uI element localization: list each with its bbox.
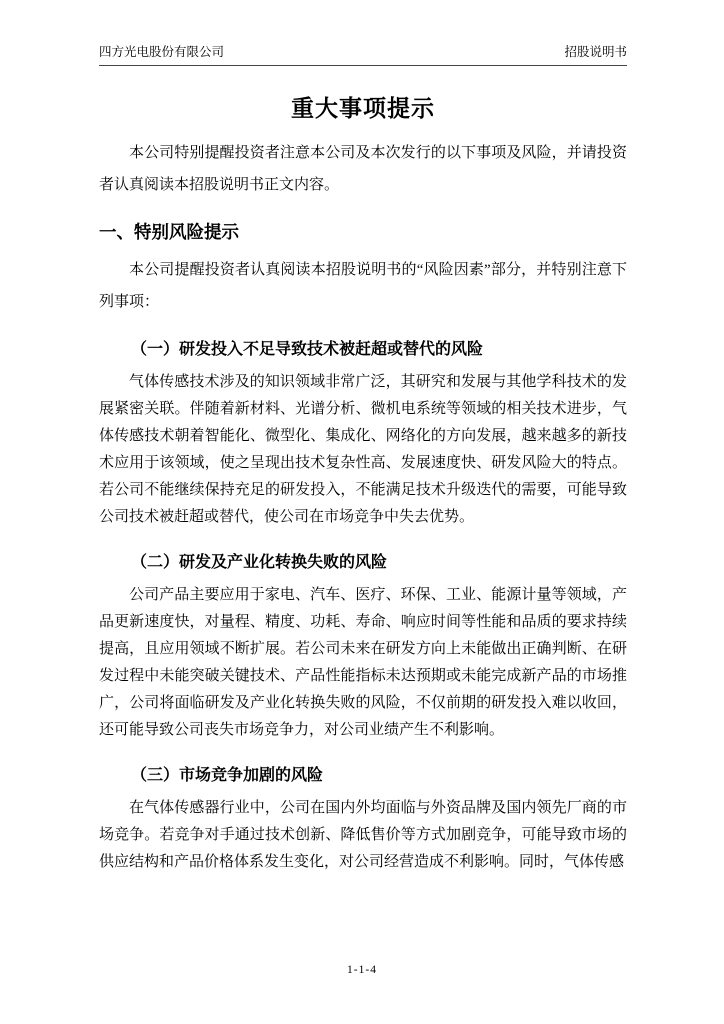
subsection-3-heading: （三）市场竞争加剧的风险 bbox=[131, 767, 324, 784]
subsection-1-body: 气体传感技术涉及的知识领域非常广泛，其研究和发展与其他学科技术的发展紧密关联。伴随着新材料、光谱分析、微机电系统等领域的相关技术进步，气体传感技术朝着智能化、微型化、集成化、网络化的方向发展，越来越多的新技术应用于该领域，使之呈现出技术复杂性高、发展速度快、研发风险大的特点。若公司不能继续保持充足的研发投入，不能满足技术升级迭代的需要，可能导致公司技术被赶超或替代，使公司在市场竞争中失去优势。 bbox=[99, 374, 627, 525]
page-number: 1-1-4 bbox=[347, 964, 377, 976]
section-lead-paragraph: 本公司提醒投资者认真阅读本招股说明书的“风险因素”部分，并特别注意下列事项： bbox=[99, 262, 627, 310]
subsection-1-heading: （一）研发投入不足导致技术被赶超或替代的风险 bbox=[131, 341, 484, 358]
subsection-2-body: 公司产品主要应用于家电、汽车、医疗、环保、工业、能源计量等领域，产品更新速度快，对量程、精度、功耗、寿命、响应时间等性能和品质的要求持续提高，且应用领域不断扩展。若公司未来在研发方向上未能做出正确判断、在研发过程中未能突破关键技术、产品性能指标未达预期或未能完成新产品的市场推广，公司将面临研发及产业化转换失败的风险，不仅前期的研发投入难以收回，还可能导致公司丧失市场竞争力，对公司业绩产生不利影响。 bbox=[99, 587, 627, 738]
subsection-2-heading: （二）研发及产业化转换失败的风险 bbox=[131, 554, 388, 571]
section-heading-special-risks: 一、特别风险提示 bbox=[99, 222, 239, 242]
page-title: 重大事项提示 bbox=[291, 95, 435, 121]
header-company-name: 四方光电股份有限公司 bbox=[99, 45, 225, 59]
page-header bbox=[99, 44, 627, 66]
subsection-3-body: 在气体传感器行业中，公司在国内外均面临与外资品牌及国内领先厂商的市场竞争。若竞争对手通过技术创新、降低售价等方式加剧竞争，可能导致市场的供应结构和产品价格体系发生变化，对公司经营造成不利影响。同时，气体传感 bbox=[99, 800, 627, 870]
header-doc-type: 招股说明书 bbox=[564, 45, 627, 59]
intro-paragraph: 本公司特别提醒投资者注意本公司及本次发行的以下事项及风险，并请投资者认真阅读本招股说明书正文内容。 bbox=[99, 145, 627, 193]
